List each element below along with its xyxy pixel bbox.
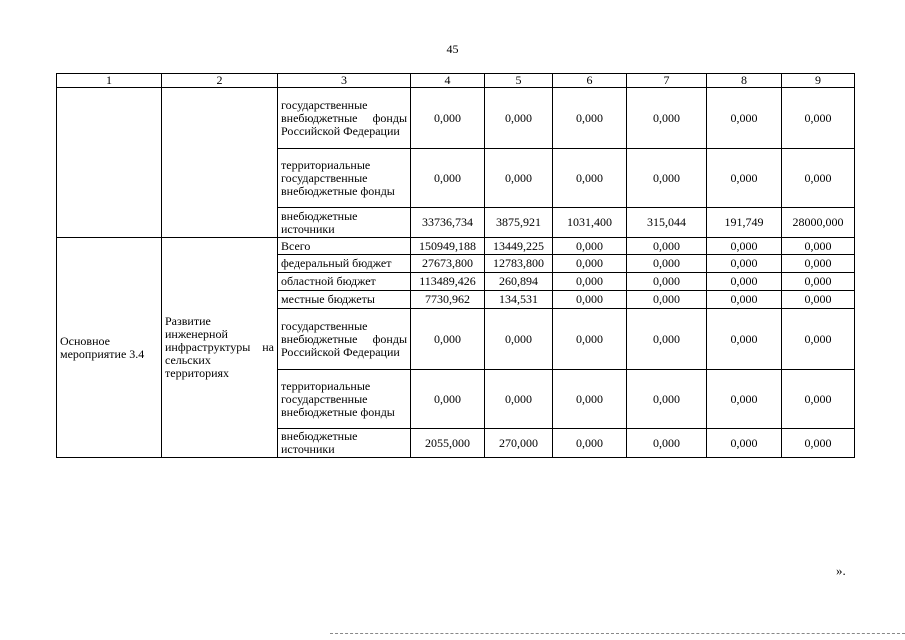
value-cell: 3875,921 [485,208,553,238]
value-cell: 0,000 [411,370,485,429]
funding-source: территориальные государственные внебюджетные фонды [278,370,411,429]
column-number-row [57,74,855,88]
value-cell: 28000,000 [782,208,855,238]
value-cell: 0,000 [485,149,553,208]
value-cell: 0,000 [782,309,855,370]
column-header: 7 [627,74,707,88]
value-cell: 0,000 [782,255,855,273]
table-row [57,238,855,255]
funding-source: областной бюджет [278,273,411,291]
column-header: 5 [485,74,553,88]
value-cell: 0,000 [411,309,485,370]
value-cell: 0,000 [782,429,855,458]
value-cell: 150949,188 [411,238,485,255]
value-cell: 13449,225 [485,238,553,255]
description-cell-empty [162,88,278,238]
funding-source: федеральный бюджет [278,255,411,273]
value-cell: 0,000 [627,291,707,309]
column-header: 8 [707,74,782,88]
value-cell: 0,000 [485,309,553,370]
value-cell: 134,531 [485,291,553,309]
value-cell: 0,000 [707,429,782,458]
value-cell: 33736,734 [411,208,485,238]
value-cell: 0,000 [553,149,627,208]
value-cell: 0,000 [627,238,707,255]
event-description: Развитие инженерной инфраструктуры на сельских территориях [162,238,278,458]
value-cell: 0,000 [707,88,782,149]
footer-rule [330,633,905,634]
value-cell: 0,000 [553,370,627,429]
value-cell: 0,000 [782,273,855,291]
value-cell: 0,000 [553,291,627,309]
value-cell: 0,000 [782,88,855,149]
column-header: 3 [278,74,411,88]
value-cell: 270,000 [485,429,553,458]
value-cell: 260,894 [485,273,553,291]
event-cell-empty [57,88,162,238]
value-cell: 0,000 [553,309,627,370]
value-cell: 0,000 [411,149,485,208]
value-cell: 0,000 [627,429,707,458]
value-cell: 0,000 [707,291,782,309]
value-cell: 12783,800 [485,255,553,273]
value-cell: 0,000 [553,273,627,291]
closing-quote: ». [836,563,846,578]
value-cell: 0,000 [553,255,627,273]
funding-source: внебюджетные источники [278,429,411,458]
value-cell: 113489,426 [411,273,485,291]
table-row [57,88,855,149]
value-cell: 27673,800 [411,255,485,273]
column-header: 4 [411,74,485,88]
value-cell: 0,000 [411,88,485,149]
value-cell: 0,000 [707,370,782,429]
value-cell: 0,000 [627,273,707,291]
value-cell: 0,000 [782,149,855,208]
value-cell: 0,000 [782,238,855,255]
value-cell: 0,000 [627,88,707,149]
event-title: Основное мероприятие 3.4 [57,238,162,458]
value-cell: 7730,962 [411,291,485,309]
page-number: 45 [446,42,459,56]
value-cell: 0,000 [707,149,782,208]
column-header: 2 [162,74,278,88]
value-cell: 1031,400 [553,208,627,238]
value-cell: 0,000 [553,88,627,149]
funding-source: Всего [278,238,411,255]
value-cell: 2055,000 [411,429,485,458]
column-header: 6 [553,74,627,88]
value-cell: 0,000 [553,238,627,255]
value-cell: 191,749 [707,208,782,238]
funding-source: государственные внебюджетные фонды Российской Федерации [278,88,411,149]
value-cell: 0,000 [707,309,782,370]
value-cell: 0,000 [707,273,782,291]
value-cell: 0,000 [485,370,553,429]
value-cell: 0,000 [627,309,707,370]
column-header: 9 [782,74,855,88]
financing-table [56,73,855,458]
funding-source: местные бюджеты [278,291,411,309]
funding-source: государственные внебюджетные фонды Российской Федерации [278,309,411,370]
value-cell: 0,000 [782,370,855,429]
value-cell: 0,000 [627,370,707,429]
value-cell: 0,000 [627,255,707,273]
funding-source: внебюджетные источники [278,208,411,238]
value-cell: 0,000 [627,149,707,208]
funding-source: территориальные государственные внебюджетные фонды [278,149,411,208]
value-cell: 0,000 [553,429,627,458]
value-cell: 0,000 [707,238,782,255]
value-cell: 315,044 [627,208,707,238]
value-cell: 0,000 [707,255,782,273]
column-header: 1 [57,74,162,88]
value-cell: 0,000 [782,291,855,309]
value-cell: 0,000 [485,88,553,149]
